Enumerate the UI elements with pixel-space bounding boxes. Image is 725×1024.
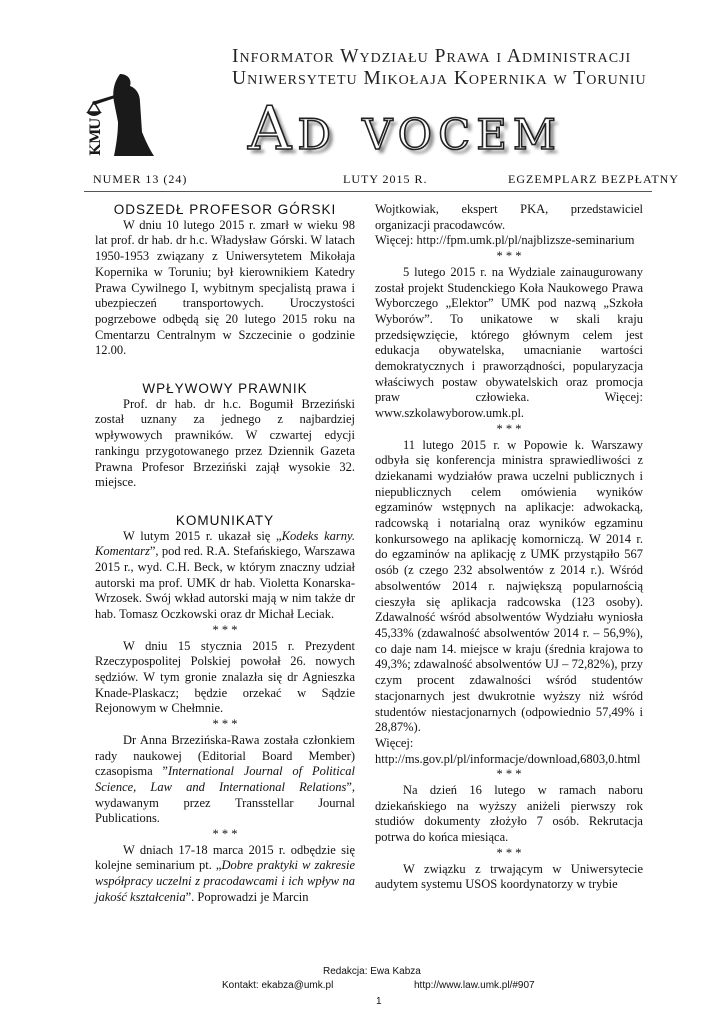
header-faculty-line: Informator Wydziału Prawa i Administracji <box>232 46 632 67</box>
left-column <box>95 202 355 906</box>
exam-more-label: Więcej: <box>375 735 414 750</box>
header-university-line: Uniwersytetu Mikołaja Kopernika w Toruniu <box>232 68 647 89</box>
seminar-more-link[interactable]: Więcej: http://fpm.umk.pl/pl/najblizsze-seminarium <box>375 233 635 248</box>
issue-number: NUMER 13 (24) <box>93 172 188 186</box>
svg-text:U: U <box>88 117 104 130</box>
separator-stars: * * * <box>496 421 522 436</box>
right-column <box>375 202 643 893</box>
svg-text:M: M <box>88 128 104 144</box>
separator-stars: * * * <box>496 767 522 782</box>
usos-paragraph: W związku z trwającym w Uniwersytecie audytem systemu USOS koordynatorzy w trybie <box>375 861 643 892</box>
newsletter-title: Ad vocem <box>248 94 562 164</box>
separator-stars: * * * <box>212 622 238 637</box>
header-divider <box>84 191 652 192</box>
announcement-judges: W dniu 15 stycznia 2015 r. Prezydent Rzeczypospolitej Polskiej powołał 26. nowych sędziów. W tym gronie znalazła się dr Agnieszka Knade-Plaskacz; będzie orzekać w Sądzie Rejonowym w Chełmnie. <box>95 638 355 716</box>
svg-text:K: K <box>88 143 104 156</box>
exam-more-link[interactable]: http://ms.gov.pl/pl/informacje/download,6803,0.html <box>375 751 641 766</box>
footer-contact[interactable]: Kontakt: ekabza@umk.pl <box>222 980 334 991</box>
issue-date: LUTY 2015 R. <box>343 172 428 186</box>
influential-paragraph: Prof. dr hab. dr h.c. Bogumił Brzeziński został uznany za jednego z najbardziej wpływowych prawników. W czwartej edycji rankingu przygotowanego przez Dziennik Gazeta Prawna Profesor Brzeziński zajął wysokie 32. miejsce. <box>95 396 355 490</box>
section-title-announcements: KOMUNIKATY <box>175 512 275 528</box>
separator-stars: * * * <box>496 249 522 264</box>
section-title-gorski: ODSZEDŁ PROFESOR GÓRSKI <box>113 202 337 217</box>
exam-results-paragraph: 11 lutego 2015 r. w Popowie k. Warszawy odbyła się konferencja ministra sprawiedliwości z dziekanami wydziałów prawa uczelni publicznych i niepublicznych celem omówienia wyników egzaminów wstępnych na aplikacje: adwokacką, radcowską i notarialną oraz wyników egzaminu konkursowego na aplikację komorniczą. W 2014 r. do egzaminów na aplikację z UMK przystąpiło 567 osób (z czego 232 absolwentów z 2014 r.). Wśród absolwentów 2014 r. największą popularnością cieszyła się aplikacja radcowska (123 osoby). Zdawalność wśród absolwentów Wydziału wyniosła 45,33% (zdawalność absolwentów 2014 r. – 56,9%), co daje nam 14. miejsce w kraju (średnia krajowa to 49,3%; zdawalność absolwentów UJ – 72,82%), przy czym procent zdawalności wśród studentów stacjonarnych jest dwukrotnie wyższy niż wśród studentów niestacjonarnych (odpowiednio 57,49% i 28,87%). <box>375 437 643 735</box>
gorski-paragraph: W dniu 10 lutego 2015 r. zmarł w wieku 98 lat prof. dr hab. dr h.c. Władysław Górski. W latach 1950-1953 związany z Uniwersytetem Mikołaja Kopernika w Toruniu; był kierownikiem Katedry Prawa Cywilnego I, wybitnym specjalistą prawa i ubezpieczeń transportowych. Uroczystości pogrzebowe odbędą się 20 lutego 2015 roku na Cmentarzu Centralnym w Szczecinie o godzinie 12.00. <box>95 217 355 358</box>
separator-stars: * * * <box>496 845 522 860</box>
election-school-paragraph: 5 lutego 2015 r. na Wydziale zainaugurowany został projekt Studenckiego Koła Naukowego Prawa Wyborczego „Elektor” UMK pod nazwą „Szkoła Wyborów”. To unikatowe w skali kraju przedsięwzięcie, którego głównym celem jest edukacja obywatelska, umacnianie wartości demokratycznych i praworządności, popularyzacja właściwych postaw obywatelskich oraz promocja praw człowieka. Więcej: www.szkolawyborow.umk.pl. <box>375 264 643 421</box>
announcement-kodeks: W lutym 2015 r. ukazał się „Kodeks karny. Komentarz”, pod red. R.A. Stefańskiego, Warszawa 2015 r., wyd. C.H. Beck, w którym znaczny udział autorski ma prof. UMK dr hab. Violetta Konarska-Wrzosek. Swój wkład autorski mają w nim także dr hab. Tomasz Oczkowski oraz dr Michał Leciak. <box>95 528 356 622</box>
announcement-seminar: W dniach 17-18 marca 2015 r. odbędzie się kolejne seminarium pt. „Dobre praktyki w zakresie współpracy uczelni z pracodawcami i ich wpływ na jakość kształcenia”. Poprowadzi je Marcin <box>95 842 355 904</box>
recruitment-paragraph: Na dzień 16 lutego w ramach naboru dziekańskiego na wyższy aniżeli pierwszy rok studiów dokumenty złożyło 7 osób. Rekrutacja potrwa do końca miesiąca. <box>375 783 643 845</box>
seminar-continuation: Wojtkowiak, ekspert PKA, przedstawiciel organizacji pracodawców. <box>375 202 643 232</box>
umk-justice-logo <box>84 72 158 158</box>
free-copy-label: EGZEMPLARZ BEZPŁATNY <box>508 172 679 186</box>
separator-stars: * * * <box>212 827 238 842</box>
separator-stars: * * * <box>212 717 238 732</box>
announcement-editorial-board: Dr Anna Brzezińska-Rawa została członkiem rady naukowej (Editorial Board Member) czasopisma ”International Journal of Political Science, Law and International Relations”, wydawanym przez Transstellar Journal Publications. <box>95 732 355 826</box>
footer-url[interactable]: http://www.law.umk.pl/#907 <box>414 980 535 991</box>
section-title-influential: WPŁYWOWY PRAWNIK <box>142 381 308 397</box>
footer-editor: Redakcja: Ewa Kabza <box>323 966 421 977</box>
page-number: 1 <box>376 996 382 1007</box>
